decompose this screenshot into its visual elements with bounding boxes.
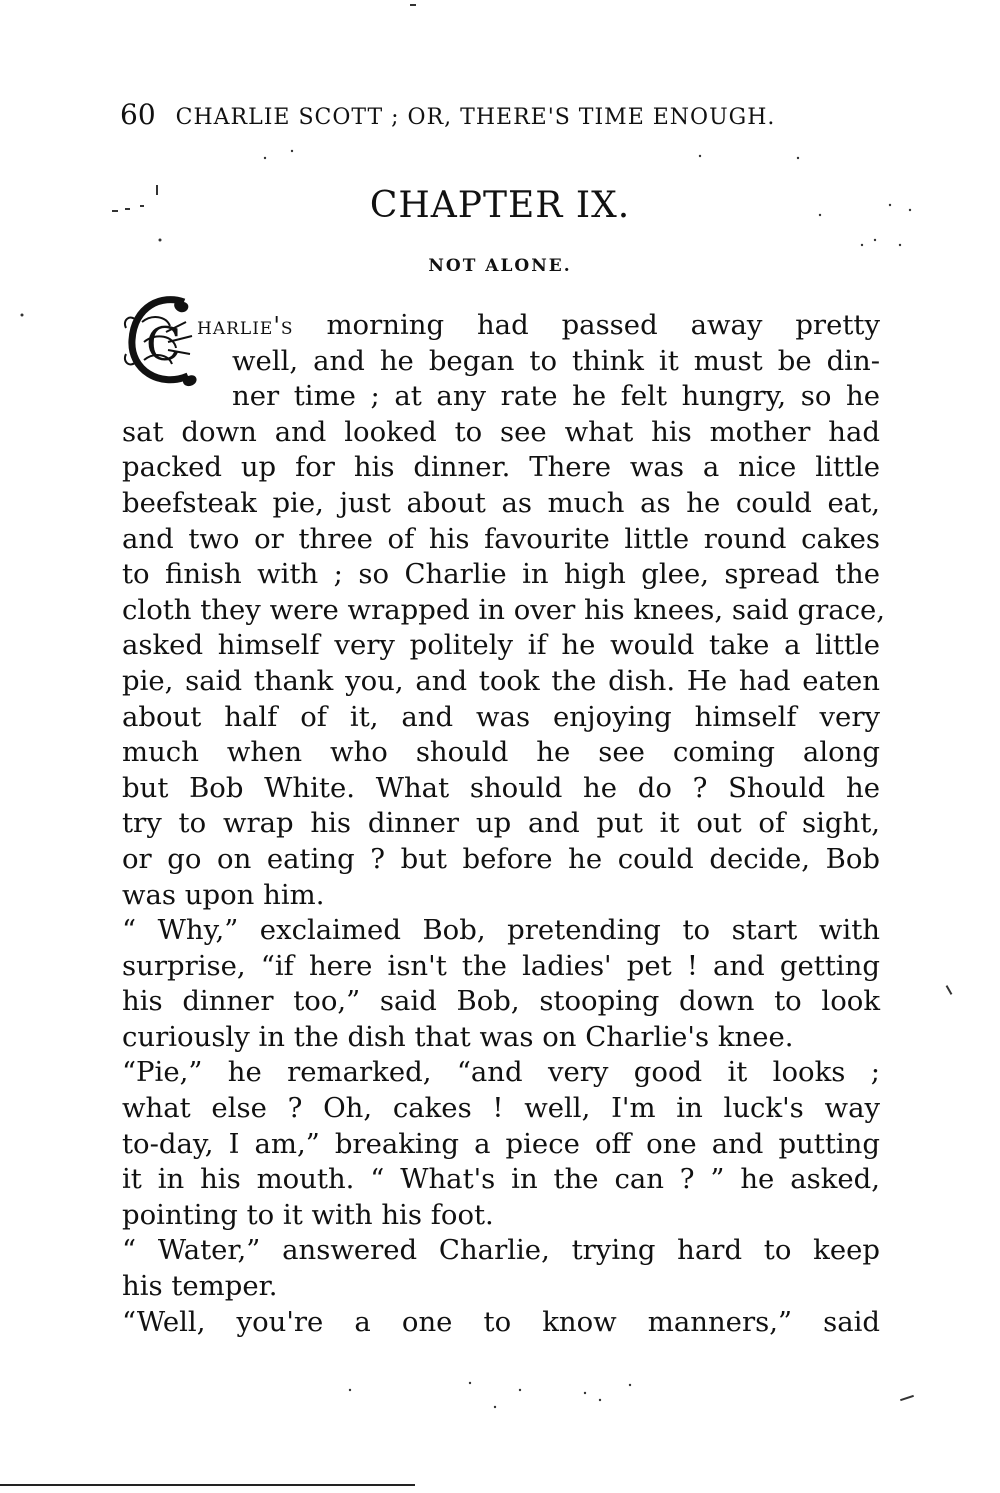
text-line: but Bob White. What should he do ? Should he (122, 771, 880, 804)
text-line: his dinner too,” said Bob, stooping down to look (122, 985, 880, 1018)
text-line: his temper. (122, 1270, 278, 1303)
text-line: beefsteak pie, just about as much as he could eat, (122, 486, 880, 519)
text-line: about half of it, and was enjoying himself very (122, 700, 880, 733)
text-line: “Pie,” he remarked, “and very good it looks ; (122, 1056, 880, 1089)
text-line: sat down and looked to see what his mother had (122, 415, 880, 448)
page-number: 60 (120, 98, 156, 131)
text-line: asked himself very politely if he would take a little (122, 629, 880, 662)
text-line: to finish with ; so Charlie in high glee, spread the (122, 558, 880, 591)
text-line: and two or three of his favourite little round cakes (122, 522, 880, 555)
text-line: ner time ; at any rate he felt hungry, so he (232, 380, 880, 413)
chapter-title: CHAPTER IX. (369, 185, 631, 226)
text-line: “Well, you're a one to know manners,” said (122, 1305, 880, 1338)
text-line: or go on eating ? but before he could decide, Bob (122, 842, 880, 875)
running-head (120, 98, 880, 131)
text-line: curiously in the dish that was on Charlie's knee. (122, 1020, 794, 1053)
text-line: surprise, “if here isn't the ladies' pet ! and getting (122, 949, 880, 982)
text-line: try to wrap his dinner up and put it out of sight, (122, 807, 880, 840)
text-line: pointing to it with his foot. (122, 1198, 494, 1231)
chapter-subtitle: NOT ALONE. (428, 256, 572, 276)
drop-cap-letter: C (146, 317, 182, 371)
text-line: much when who should he see coming along (122, 736, 880, 769)
text-line: was upon him. (122, 878, 325, 911)
text-line: it in his mouth. “ What's in the can ? ” he asked, (122, 1163, 880, 1196)
text-line: to-day, I am,” breaking a piece off one and putting (122, 1127, 880, 1160)
running-title: CHARLIE SCOTT ; OR, THERE'S TIME ENOUGH. (175, 105, 776, 130)
text-line: harlie's morning had passed away pretty (197, 309, 880, 341)
text-line: well, and he began to think it must be din- (232, 344, 880, 377)
text-line: “ Water,” answered Charlie, trying hard to keep (122, 1234, 880, 1267)
bottom-rule (0, 1484, 415, 1486)
text-line: cloth they were wrapped in over his knees, said grace, (122, 593, 886, 626)
text-line: pie, said thank you, and took the dish. He had eaten (122, 664, 880, 697)
text-line: packed up for his dinner. There was a nice little (122, 451, 880, 484)
body-text (122, 308, 886, 1340)
text-line: what else ? Oh, cakes ! well, I'm in luck's way (122, 1092, 880, 1125)
text-line: “ Why,” exclaimed Bob, pretending to start with (122, 914, 880, 947)
